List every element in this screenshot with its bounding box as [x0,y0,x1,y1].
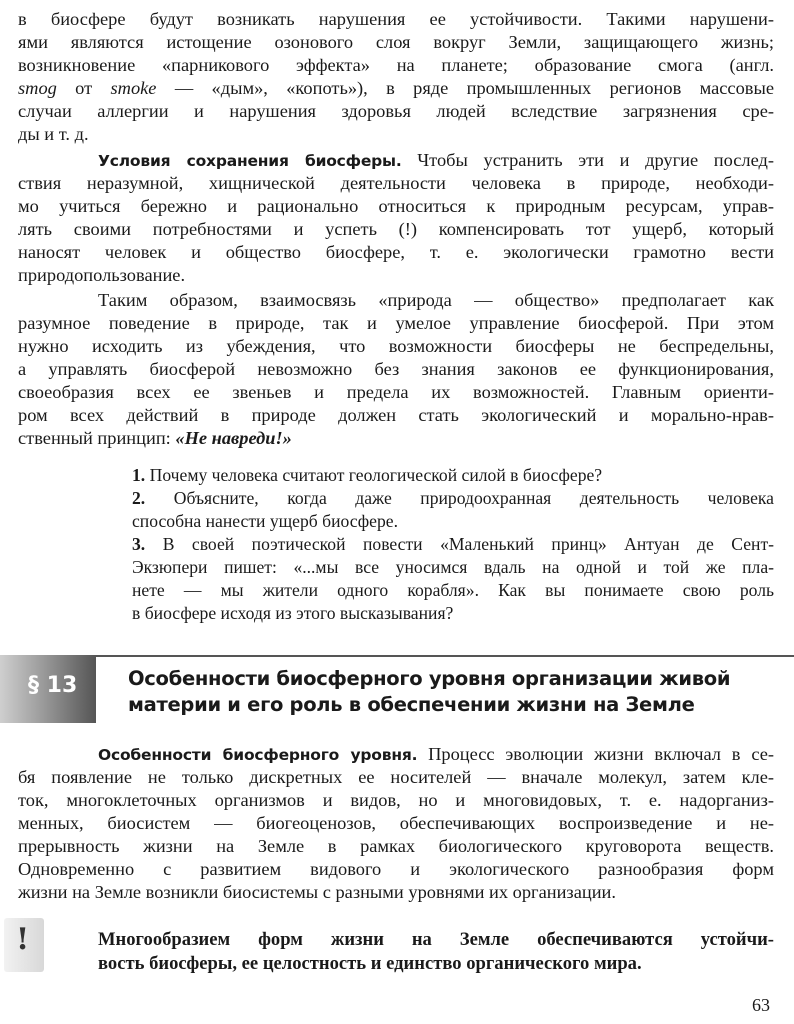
conditions-first-rest: Чтобы устранить эти и другие послед- [401,150,775,170]
features-heading: Особенности биосферного уровня. [98,746,418,764]
key-statement-line-1: Многообразием форм жизни на Земле обеспечиваются устойчи- [98,929,774,950]
conditions-line-6: природопользование. [18,265,186,285]
features-line-4: менных, биосистем — биогеоценозов, обеспечивающих воспроизведение и не- [18,813,774,833]
top-paragraph-line-3: возникновение «парникового эффекта» на планете; образование смога (англ. [18,55,774,75]
conditions-line-5: наносят человек и общество биосфере, т. е. экологически грамотно вести [18,242,774,262]
page-number: 63 [752,995,770,1015]
conditions-line-1 [98,149,774,172]
conclusion-line-4: а управлять биосферой невозможно без знания законов ее функционирования, [18,359,774,379]
conclusion-line-3: нужно исходить из убеждения, что возможности биосферы не беспредельны, [18,336,774,356]
conditions-line-3: мо учиться бережно и рационально относиться к природным ресурсам, управ- [18,196,774,216]
question-3-line-1 [132,533,774,556]
exclamation-icon [4,918,44,972]
question-3-line-4: в биосфере исходя из этого высказывания? [132,603,454,623]
key-statement-line-2: вость биосферы, ее целостность и единство органического мира. [98,953,642,974]
question-3-text-1: В своей поэтической повести «Маленький принц» Антуан де Сент- [162,534,774,554]
question-3-line-3: нете — мы жители одного корабля». Как вы понимаете свою роль [132,580,774,600]
top-paragraph-line-4 [18,77,774,99]
section-title-line-1: Особенности биосферного уровня организации живой [128,667,731,690]
features-first-rest: Процесс эволюции жизни включал в се- [417,744,774,764]
section-number: § 13 [28,673,78,698]
top-paragraph-line-6: ды и т. д. [18,124,89,144]
term-smoke: smoke [110,78,157,98]
question-3-number: 3. [132,534,146,554]
conclusion-line-6: ром всех действий в природе должен стать экологический и морально-нрав- [18,405,774,425]
exclamation-glyph: ! [16,922,30,957]
question-2-line-2: способна нанести ущерб биосфере. [132,511,398,531]
conditions-line-4: лять своими потребностями и успеть (!) компенсировать тот ущерб, который [18,219,774,239]
features-line-7: жизни на Земле возникли биосистемы с разными уровнями их организации. [18,882,616,902]
question-3-line-2: Экзюпери пишет: «...мы все уносимся вдаль на одной и той же пла- [132,557,774,577]
motto-do-no-harm: «Не навреди!» [175,428,292,448]
top-paragraph-line-5: случаи аллергии и нарушения здоровья людей вследствие загрязнения сре- [18,101,774,121]
question-2-text-1: Объясните, когда даже природоохранная деятельность человека [173,488,774,508]
text-rest: — «дым», «копоть»), в ряде промышленных регионов массовые [156,78,774,98]
conclusion-line-7 [18,427,292,449]
conclusion-line-2: разумное поведение в природе, так и умелое управление биосферой. При этом [18,313,774,333]
conditions-heading: Условия сохранения биосферы. [98,152,402,170]
features-line-5: прерывность жизни на Земле в рамках биологического круговорота веществ. [18,836,774,856]
conclusion-last-pre: ственный принцип: [18,428,176,448]
question-2-line-1 [132,487,774,510]
conclusion-line-1: Таким образом, взаимосвязь «природа — общество» предполагает как [98,290,774,310]
top-paragraph-line-2: ями являются истощение озонового слоя вокруг Земли, защищающего жизнь; [18,32,774,52]
term-smog: smog [18,78,57,98]
features-line-1 [98,743,774,766]
question-1-text: Почему человека считают геологической силой в биосфере? [149,465,603,485]
top-paragraph-line-1: в биосфере будут возникать нарушения ее устойчивости. Такими нарушени- [18,9,774,29]
conditions-line-2: ствия неразумной, хищнической деятельности человека в природе, необходи- [18,173,774,193]
conclusion-line-5: своеобразия всех ее звеньев и предела их возможностей. Главным ориенти- [18,382,774,402]
features-line-2: бя появление не только дискретных ее носителей — вначале молекул, затем кле- [18,767,774,787]
question-2-number: 2. [132,488,146,508]
text-from: от [56,78,111,98]
section-rule [0,655,794,657]
features-line-3: ток, многоклеточных организмов и видов, но и многовидовых, т. е. надорганиз- [18,790,774,810]
question-1-line-1 [132,464,602,487]
question-1-number: 1. [132,465,146,485]
section-title-line-2: материи и его роль в обеспечении жизни на Земле [128,693,695,716]
features-line-6: Одновременно с развитием видового и экологического разнообразия форм [18,859,774,879]
